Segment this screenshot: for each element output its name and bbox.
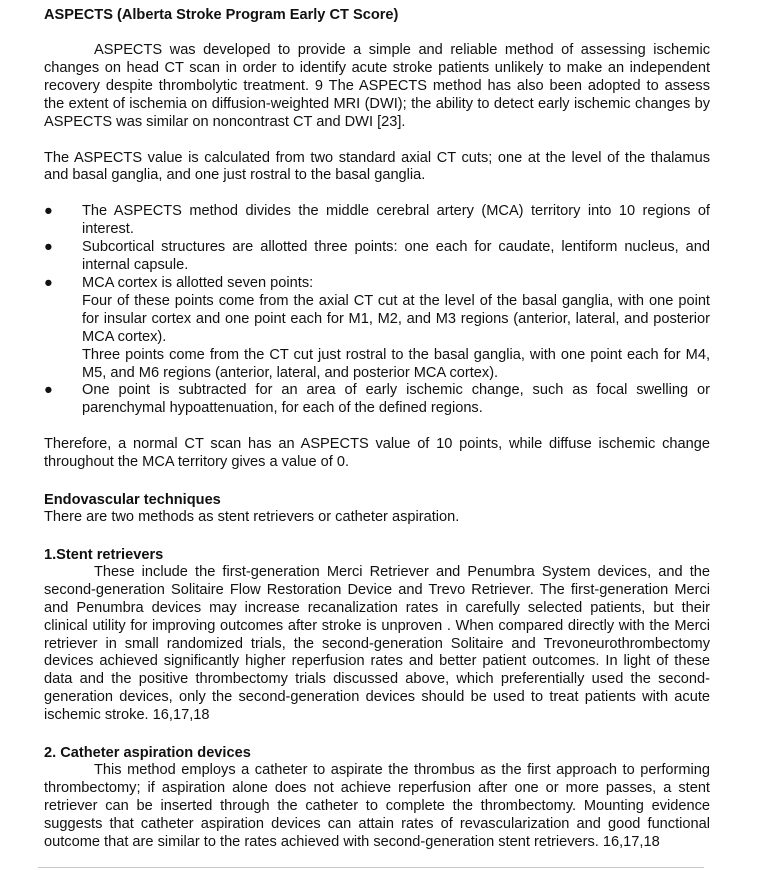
list-item-subtext: Four of these points come from the axial CT cut at the level of the basal ganglia, with one point for insular cortex and one point each for M1, M2, and M3 regions (anterior, lateral, and posterior MCA cortex). — [82, 292, 710, 345]
list-item — [44, 382, 710, 418]
list-item — [44, 275, 710, 382]
list-item-subtext: Three points come from the CT cut just rostral to the basal ganglia, with one point each for M4, M5, and M6 regions (anterior, lateral, and posterior MCA cortex). — [82, 346, 710, 381]
page-bottom-divider — [38, 867, 704, 868]
bullet-icon: ● — [44, 274, 53, 291]
intro-paragraph: ASPECTS was developed to provide a simple and reliable method of assessing ischemic changes on head CT scan in order to identify acute stroke patients unlikely to make an independent recovery despite thrombolytic treatment. 9 The ASPECTS method has also been adopted to assess the extent of ischemia on diffusion-weighted MRI (DWI); the ability to detect early ischemic changes by ASPECTS was similar on noncontrast CT and DWI [23]. — [44, 42, 710, 130]
document-page — [44, 4, 710, 852]
aspects-bullet-list — [44, 203, 710, 418]
document-title: ASPECTS (Alberta Stroke Program Early CT Score) — [44, 7, 399, 23]
bullet-icon: ● — [44, 382, 53, 399]
bullet-icon: ● — [44, 203, 53, 220]
list-item-text: One point is subtracted for an area of early ischemic change, such as focal swelling or parenchymal hypoattenuation, for each of the defined regions. — [82, 382, 710, 417]
stent-retrievers-heading: 1.Stent retrievers — [44, 546, 164, 563]
bullet-icon: ● — [44, 239, 53, 256]
list-item — [44, 203, 710, 239]
catheter-aspiration-paragraph: This method employs a catheter to aspirate the thrombus as the first approach to performing thrombectomy; if aspiration alone does not achieve reperfusion after one or more passes, a stent retriever can be inserted through the catheter to complete the thrombectomy. Mounting evidence suggests that catheter aspiration devices can attain rates of revascularization and good functional outcome that are similar to the rates achieved with second-generation stent retrievers. 16,17,18 — [44, 762, 710, 850]
endovascular-heading: Endovascular techniques — [44, 492, 221, 509]
catheter-aspiration-heading: 2. Catheter aspiration devices — [44, 745, 251, 762]
therefore-paragraph: Therefore, a normal CT scan has an ASPECTS value of 10 points, while diffuse ischemic change throughout the MCA territory gives a value of 0. — [44, 436, 710, 471]
list-item-text: The ASPECTS method divides the middle cerebral artery (MCA) territory into 10 regions of interest. — [82, 203, 710, 238]
list-item — [44, 239, 710, 275]
endovascular-paragraph: There are two methods as stent retrievers or catheter aspiration. — [44, 509, 460, 526]
list-item-text: Subcortical structures are allotted three points: one each for caudate, lentiform nucleus, and internal capsule. — [82, 239, 710, 274]
stent-retrievers-paragraph: These include the first-generation Merci Retriever and Penumbra System devices, and the second-generation Solitaire Flow Restoration Device and Trevo Retriever. The first-generation Merci and Penumbra devices may increase recanalization rates in carefully selected patients, but their clinical utility for improving outcomes after stroke is unproven . When compared directly with the Merci retriever in small randomized trials, the second-generation Solitaire and Trevoneurothrombectomy devices achieved significantly higher reperfusion rates and better patient outcomes. In light of these data and the positive thrombectomy trials discussed above, which preferentially used the second-generation devices, only the second-generation devices should be used to treat patients with acute ischemic stroke. 16,17,18 — [44, 563, 710, 724]
calculation-paragraph: The ASPECTS value is calculated from two standard axial CT cuts; one at the level of the thalamus and basal ganglia, and one just rostral to the basal ganglia. — [44, 149, 710, 184]
list-item-text: MCA cortex is allotted seven points: — [82, 274, 314, 291]
